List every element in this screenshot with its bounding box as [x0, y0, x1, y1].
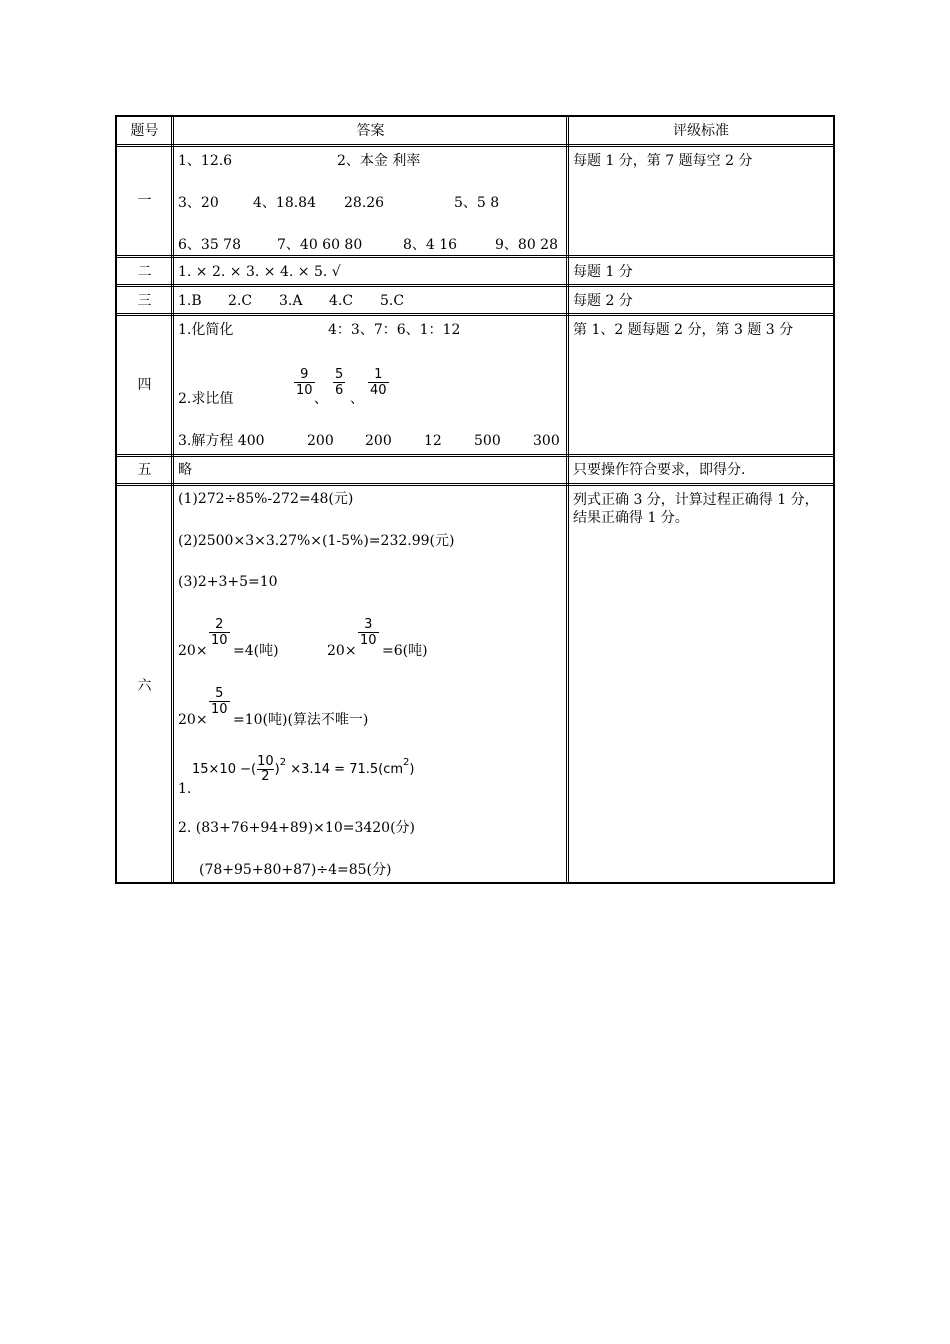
criteria-text: 每题 2 分 [573, 293, 633, 309]
answer-text: 1、12.6 [178, 153, 233, 169]
fraction: $\frac{3}{10}$ [360, 617, 377, 648]
row-divider [115, 454, 835, 457]
fraction: $\frac{5}{6}$ [335, 367, 344, 398]
row-number: 三 [137, 293, 152, 309]
answer-text: 3.解方程 400 [178, 433, 265, 449]
row-number: 四 [137, 377, 152, 393]
answer-text: 1. [178, 781, 192, 797]
row-divider [115, 313, 835, 316]
column-divider [566, 115, 569, 884]
row-divider [115, 255, 835, 258]
answer-text: 6、35 78 [178, 237, 241, 253]
criteria-text: 只要操作符合要求，即得分. [573, 462, 746, 478]
area-formula: $15\times 10 -(\frac{10}{2}$ )$^2 \times 3.14 = 71.5(cm^2)$ [192, 754, 415, 784]
answer-text: 2、本金 利率 [337, 153, 421, 169]
header-criteria: 评级标准 [673, 123, 729, 139]
answer-text: 1. × 2. × 3. × 4. × 5. √ [178, 264, 341, 280]
answer-text: 1.B [178, 293, 202, 309]
answer-text: 7、40 60 80 [277, 237, 363, 253]
row-divider [115, 284, 835, 287]
row-divider [115, 483, 835, 486]
separator: 、 [350, 391, 364, 407]
answer-text: 1.化简化 [178, 322, 234, 338]
criteria-text: 第 1、2 题每题 2 分，第 3 题 3 分 [573, 322, 794, 338]
answer-text: =10(吨)(算法不唯一) [233, 712, 369, 728]
fraction: $\frac{9}{10}$ [296, 367, 313, 398]
criteria-text: 列式正确 3 分，计算过程正确得 1 分，结果正确得 1 分。 [573, 492, 819, 526]
answer-text: 2. (83+76+94+89)×10=3420(分) [178, 820, 416, 836]
answer-text: =6(吨) [382, 643, 428, 659]
answer-text: =4(吨) [233, 643, 279, 659]
answer-text: 12 [424, 433, 442, 449]
row-number: 五 [137, 462, 152, 478]
answer-text: 500 [474, 433, 501, 449]
answer-text: 20× [178, 712, 208, 728]
answer-text: 20× [327, 643, 357, 659]
answer-text: 9、80 28 [495, 237, 558, 253]
row-number: 二 [137, 264, 152, 280]
fraction: $\frac{5}{10}$ [211, 686, 228, 717]
row-number: 六 [137, 678, 152, 694]
criteria-text: 每题 1 分 [573, 264, 633, 280]
answer-text: 5.C [380, 293, 405, 309]
answer-text: 2.C [228, 293, 253, 309]
fraction: $\frac{1}{40}$ [370, 367, 387, 398]
answer-text: 20× [178, 643, 208, 659]
column-divider [171, 115, 174, 884]
answer-text: (3)2+3+5=10 [178, 574, 278, 590]
answer-text: 200 [307, 433, 334, 449]
answer-text: (78+95+80+87)÷4=85(分) [199, 862, 392, 878]
answer-text: 200 [365, 433, 392, 449]
fraction: $\frac{2}{10}$ [211, 617, 228, 648]
answer-text: 8、4 16 [403, 237, 458, 253]
answer-text: 4：3、7：6、1：12 [328, 322, 461, 338]
answer-text: 28.26 [344, 195, 385, 211]
answer-text: 略 [178, 462, 192, 478]
row-divider [115, 144, 835, 147]
separator: 、 [314, 391, 328, 407]
answer-text: 300 [533, 433, 560, 449]
answer-text: (2)2500×3×3.27%×(1-5%)=232.99(元) [178, 533, 455, 549]
answer-text: 4.C [329, 293, 354, 309]
answer-text: 4、18.84 [253, 195, 316, 211]
answer-text: 2.求比值 [178, 391, 234, 407]
answer-text: (1)272÷85%-272=48(元) [178, 491, 354, 507]
row-number: 一 [137, 193, 152, 209]
header-question-number: 题号 [130, 123, 159, 139]
answer-text: 5、5 8 [454, 195, 500, 211]
header-answer: 答案 [356, 123, 385, 139]
criteria-text: 每题 1 分，第 7 题每空 2 分 [573, 153, 753, 169]
answer-text: 3.A [279, 293, 303, 309]
answer-text: 3、20 [178, 195, 219, 211]
